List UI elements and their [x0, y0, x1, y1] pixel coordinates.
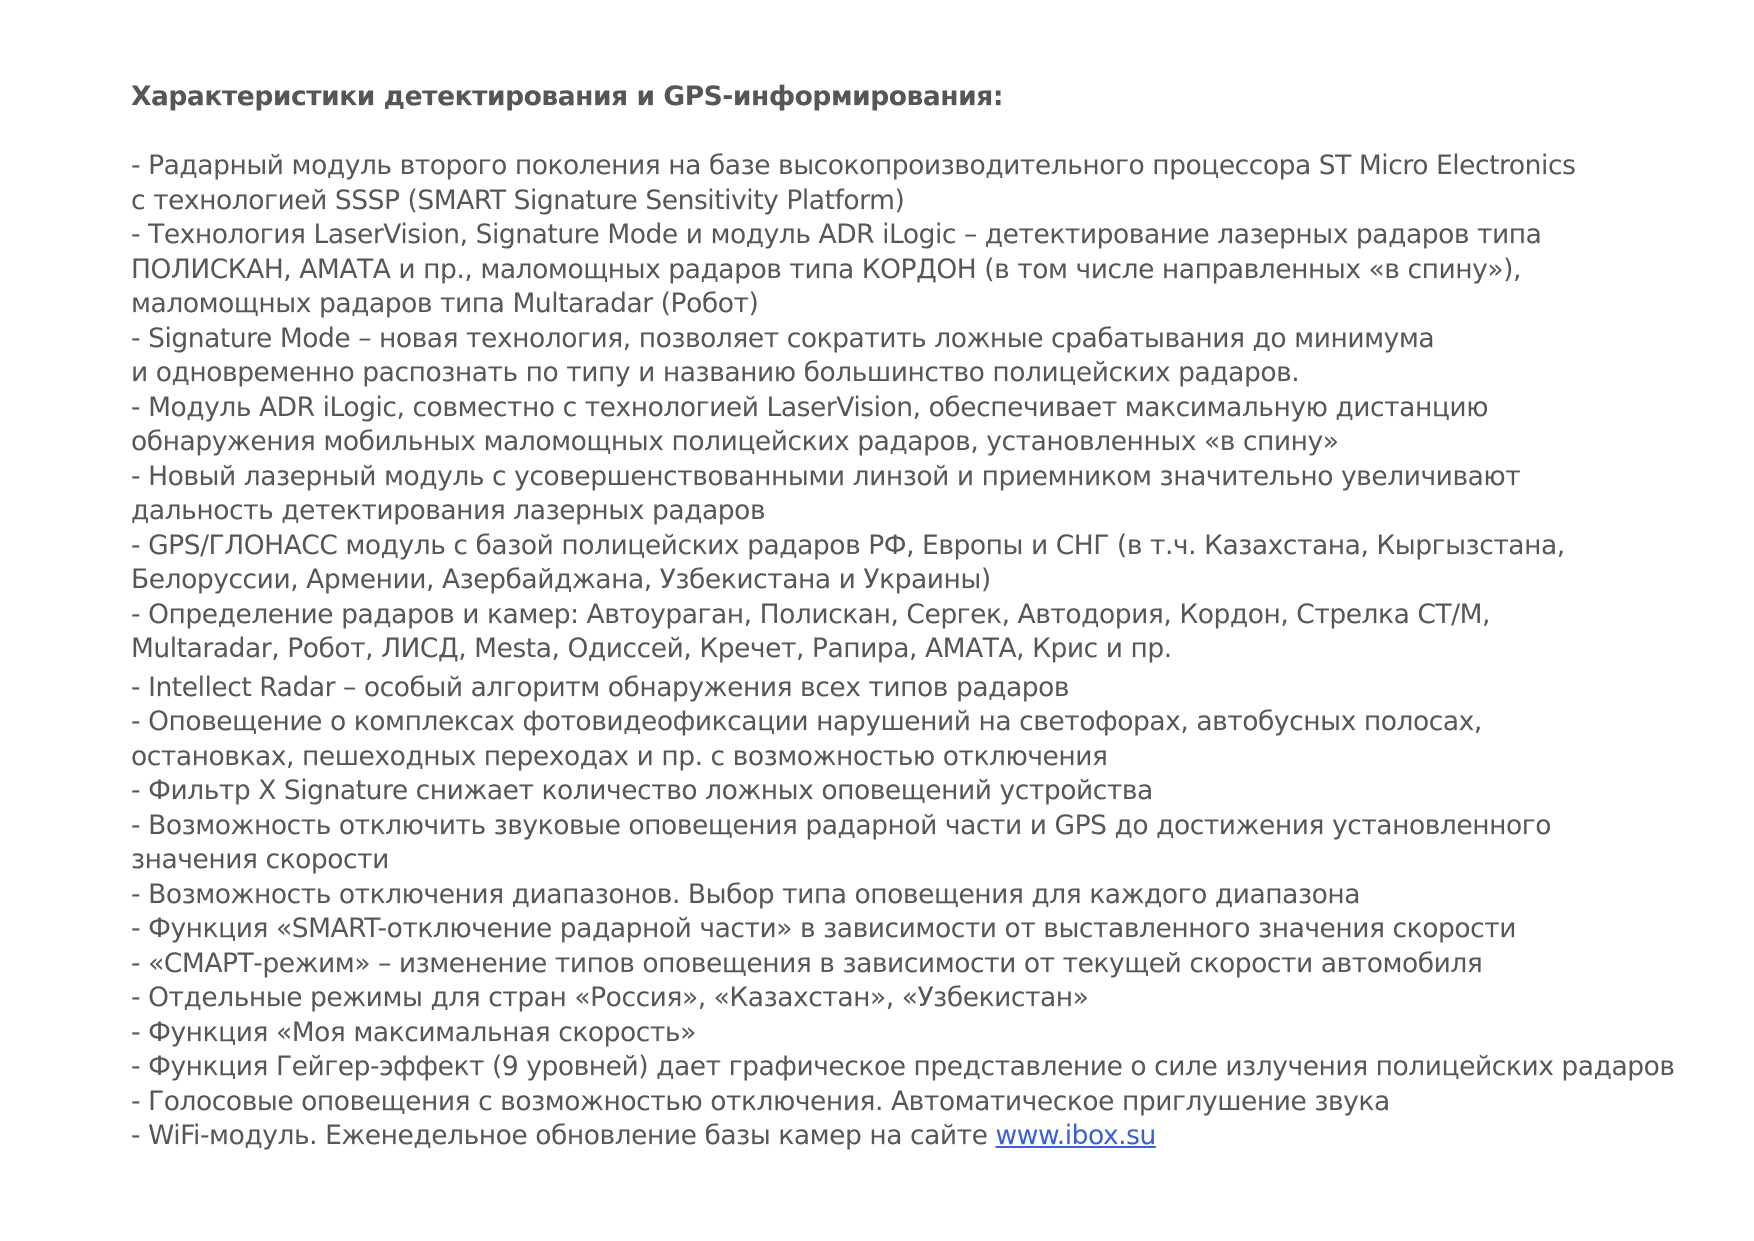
feature-item-line: - Функция «SMART-отключение радарной части» в зависимости от выставленного значения скорости — [131, 913, 1516, 944]
feature-item — [131, 809, 1731, 878]
feature-item-line: - Фильтр X Signature снижает количество ложных оповещений устройства — [131, 775, 1153, 806]
feature-item-line: - Технология LaserVision, Signature Mode и модуль ADR iLogic – детектирование лазерных радаров типа — [131, 219, 1542, 250]
feature-item-line: - Signature Mode – новая технология, позволяет сократить ложные срабатывания до минимума — [131, 322, 1435, 354]
feature-item-line: с технологией SSSP (SMART Signature Sensitivity Platform) — [131, 184, 905, 216]
feature-item-line: остановках, пешеходных переходах и пр. с возможностью отключения — [131, 740, 1108, 772]
feature-item — [131, 218, 1731, 322]
feature-item-line: - Функция «Моя максимальная скорость» — [131, 1016, 696, 1048]
feature-item-line — [131, 1119, 1731, 1154]
feature-item — [131, 705, 1731, 774]
feature-item — [131, 1050, 1731, 1085]
section-heading: Характеристики детектирования и GPS-информирования: — [131, 81, 1003, 112]
feature-list — [131, 149, 1731, 1119]
feature-item — [131, 774, 1731, 809]
feature-item-line: - Intellect Radar – особый алгоритм обнаружения всех типов радаров — [131, 671, 1070, 703]
feature-item-line: маломощных радаров типа Multaradar (Робот) — [131, 288, 759, 319]
feature-item — [131, 1016, 1731, 1051]
feature-item-line: обнаружения мобильных маломощных полицейских радаров, установленных «в спину» — [131, 426, 1339, 457]
feature-item-line: - GPS/ГЛОНАСС модуль с базой полицейских радаров РФ, Европы и СНГ (в т.ч. Казахстана, Кыргызстана, — [131, 529, 1565, 561]
feature-item — [131, 391, 1731, 460]
feature-item-line: - Радарный модуль второго поколения на базе высокопроизводительного процессора ST Micro Electronics — [131, 150, 1576, 181]
feature-item — [131, 981, 1731, 1016]
feature-item-wifi — [131, 1119, 1731, 1154]
feature-item-line: - Возможность отключить звуковые оповещения радарной части и GPS до достижения установленного — [131, 809, 1551, 841]
feature-item-line: и одновременно распознать по типу и названию большинство полицейских радаров. — [131, 357, 1300, 388]
feature-item — [131, 671, 1731, 706]
feature-item-line: - Голосовые оповещения с возможностью отключения. Автоматическое приглушение звука — [131, 1085, 1390, 1117]
feature-item-line: - Модуль ADR iLogic, совместно с технологией LaserVision, обеспечивает максимальную дистанцию — [131, 391, 1489, 423]
feature-item — [131, 322, 1731, 391]
feature-item — [131, 1085, 1731, 1120]
feature-item-text: - WiFi-модуль. Еженедельное обновление базы камер на сайте — [131, 1120, 996, 1151]
feature-item-line: - Функция Гейгер-эффект (9 уровней) дает графическое представление о силе излучения полицейских радаров — [131, 1051, 1675, 1082]
website-link[interactable]: www.ibox.su — [995, 1120, 1156, 1151]
feature-item-line: - Оповещение о комплексах фотовидеофиксации нарушений на светофорах, автобусных полосах, — [131, 706, 1482, 737]
feature-item — [131, 149, 1731, 218]
feature-item-line: - Новый лазерный модуль с усовершенствованными линзой и приемником значительно увеличивают — [131, 460, 1521, 492]
feature-item-line: значения скорости — [131, 844, 389, 875]
feature-item-line: - Определение радаров и камер: Автоураган, Полискан, Сергек, Автодория, Кордон, Стрелка СТ/М, — [131, 598, 1491, 630]
feature-item — [131, 947, 1731, 982]
feature-item-line: Белоруссии, Армении, Азербайджана, Узбекистана и Украины) — [131, 564, 991, 595]
feature-item-line: - Возможность отключения диапазонов. Выбор типа оповещения для каждого диапазона — [131, 878, 1361, 910]
feature-item-line: - Отдельные режимы для стран «Россия», «Казахстан», «Узбекистан» — [131, 982, 1089, 1013]
spec-document — [131, 80, 1731, 1154]
feature-item — [131, 878, 1731, 913]
feature-item-line: ПОЛИСКАН, АМАТА и пр., маломощных радаров типа КОРДОН (в том числе направленных «в спину»), — [131, 253, 1521, 285]
feature-item — [131, 912, 1731, 947]
feature-item — [131, 529, 1731, 598]
feature-item — [131, 598, 1731, 667]
feature-item-line: Multaradar, Робот, ЛИСД, Mesta, Одиссей, Кречет, Рапира, АМАТА, Крис и пр. — [131, 633, 1172, 664]
feature-item — [131, 460, 1731, 529]
feature-item-line: дальность детектирования лазерных радаров — [131, 495, 766, 526]
feature-item-line: - «СМАРТ-режим» – изменение типов оповещения в зависимости от текущей скорости автомобиля — [131, 947, 1483, 979]
